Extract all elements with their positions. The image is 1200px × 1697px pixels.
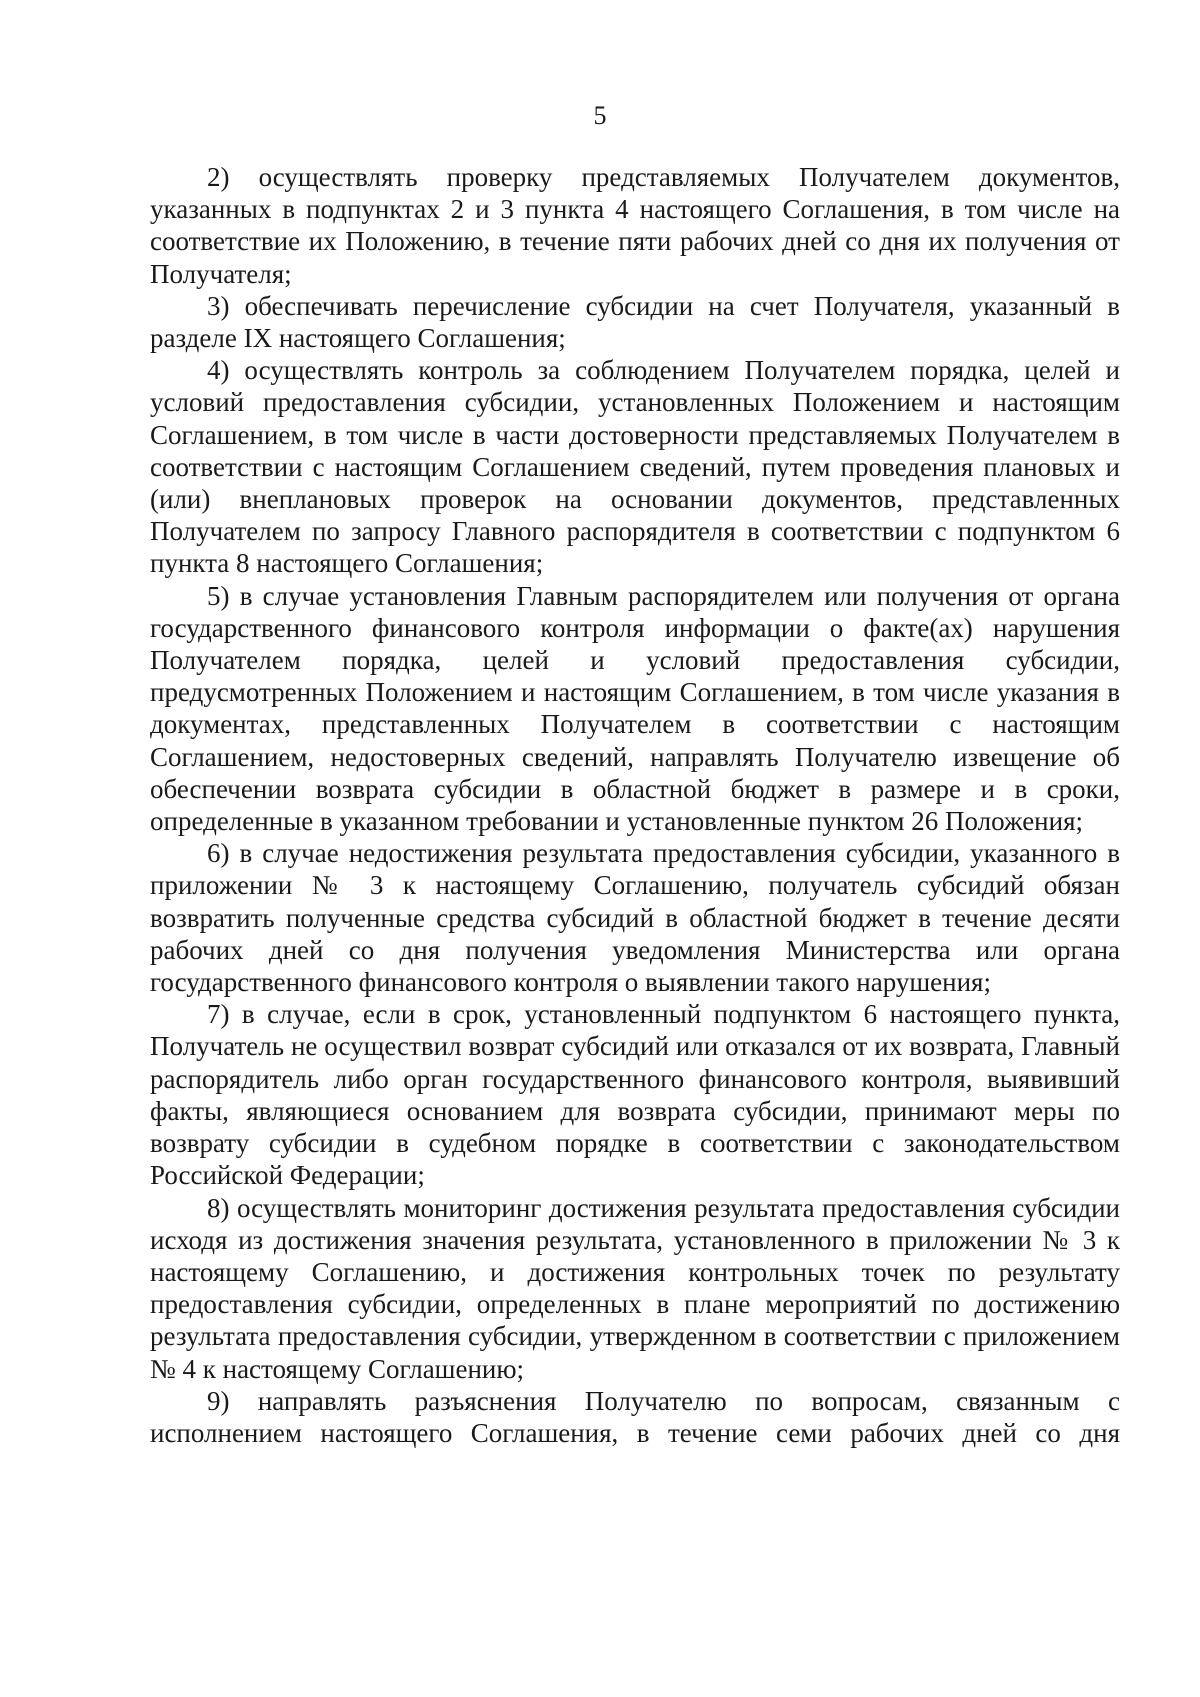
document-body: [150, 161, 1120, 1449]
paragraph-item-9: 9) направлять разъяснения Получателю по вопросам, связанным с исполнением настоящего Соглашения, в течение семи рабочих дней со дня: [150, 1385, 1120, 1448]
paragraph-item-4: 4) осуществлять контроль за соблюдением Получателем порядка, целей и условий предоставления субсидии, установленных Положением и настоящим Соглашением, в том числе в части достоверности представляемых Получателем в соответствии с настоящим Соглашением сведений, путем проведения плановых и (или) внеплановых проверок на основании документов, представленных Получателем по запросу Главного распорядителя в соответствии с подпунктом 6 пункта 8 настоящего Соглашения;: [150, 355, 1120, 579]
paragraph-item-8: 8) осуществлять мониторинг достижения результата предоставления субсидии исходя из достижения значения результата, установленного в приложении № 3 к настоящему Соглашению, и достижения контрольных точек по результату предоставления субсидии, определенных в плане мероприятий по достижению результата предоставления субсидии, утвержденном в соответствии с приложением № 4 к настоящему Соглашению;: [150, 1192, 1120, 1384]
paragraph-item-2: 2) осуществлять проверку представляемых Получателем документов, указанных в подпунктах 2 и 3 пункта 4 настоящего Соглашения, в том числе на соответствие их Положению, в течение пяти рабочих дней со дня их получения от Получателя;: [150, 162, 1120, 289]
paragraph-item-3: 3) обеспечивать перечисление субсидии на счет Получателя, указанный в разделе IX настоящего Соглашения;: [150, 290, 1120, 354]
paragraph-item-7: 7) в случае, если в срок, установленный подпунктом 6 настоящего пункта, Получатель не осуществил возврат субсидий или отказался от их возврата, Главный распорядитель либо орган государственного финансового контроля, выявивший факты, являющиеся основанием для возврата субсидии, принимают меры по возврату субсидии в судебном порядке в соответствии с законодательством Российской Федерации;: [150, 999, 1120, 1191]
paragraph-item-6: 6) в случае недостижения результата предоставления субсидии, указанного в приложении № 3 к настоящему Соглашению, получатель субсидий обязан возвратить полученные средства субсидий в областной бюджет в течение десяти рабочих дней со дня получения уведомления Министерства или органа государственного финансового контроля о выявлении такого нарушения;: [150, 838, 1120, 998]
paragraph-item-5: 5) в случае установления Главным распорядителем или получения от органа государственного финансового контроля информации о факте(ах) нарушения Получателем порядка, целей и условий предоставления субсидии, предусмотренных Положением и настоящим Соглашением, в том числе указания в документах, представленных Получателем в соответствии с настоящим Соглашением, недостоверных сведений, направлять Получателю извещение об обеспечении возврата субсидии в областной бюджет в размере и в сроки, определенные в указанном требовании и установленные пунктом 26 Положения;: [150, 580, 1120, 837]
page-number: 5: [593, 101, 607, 130]
